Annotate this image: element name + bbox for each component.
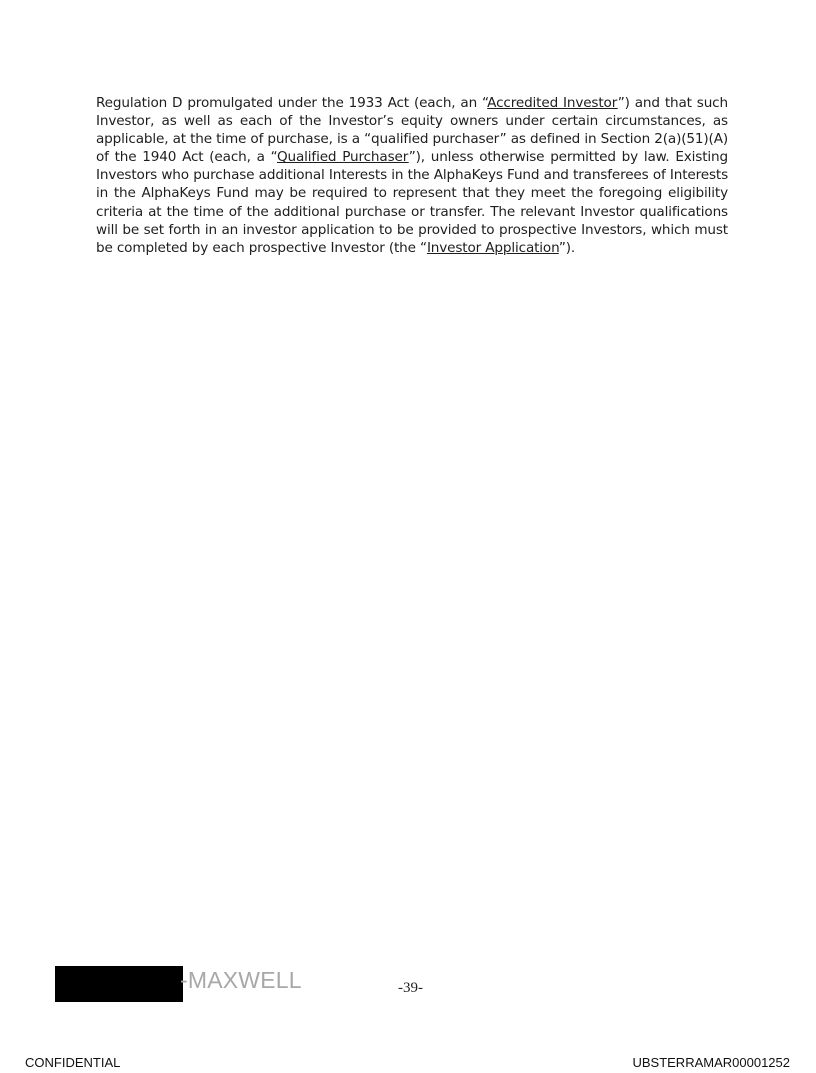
- paragraph-text-1: Regulation D promulgated under the 1933 Act (each, an “: [96, 95, 488, 111]
- redaction-box: [55, 966, 183, 1002]
- confidential-label: CONFIDENTIAL: [25, 1055, 121, 1070]
- defined-term-investor-application: Investor Application: [426, 239, 559, 256]
- defined-term-qualified-purchaser: Qualified Purchaser: [276, 149, 409, 166]
- defined-term-accredited-investor: Accredited Investor: [487, 95, 618, 111]
- paragraph-text-3: ”), unless otherwise permitted by law. Existing Investors who purchase additional Interests in the AlphaKeys Fund and transferees of Interests in the AlphaKeys Fund may be required to represent that they meet the foregoing eligibility criteria at the time of the additional purchase or transfer. The relevant Investor qualifications will be set forth in an investor application to be provided to prospective Investors, which must be completed by each prospective Investor (the “: [96, 149, 728, 256]
- exhibit-stamp-text: -MAXWELL: [180, 967, 302, 993]
- paragraph-text-4: ”).: [558, 239, 576, 256]
- bates-number: UBSTERRAMAR00001252: [632, 1055, 790, 1070]
- body-paragraph: [96, 94, 728, 257]
- page-number: -39-: [398, 980, 423, 996]
- paragraph-text-2: ”) and that such Investor, as well as each of the Investor’s equity owners under certain circumstances, as applicable, at the time of purchase, is a “qualified purchaser” as defined in Section 2(a)(51)(A) of the 1940 Act (each, a “: [96, 95, 728, 166]
